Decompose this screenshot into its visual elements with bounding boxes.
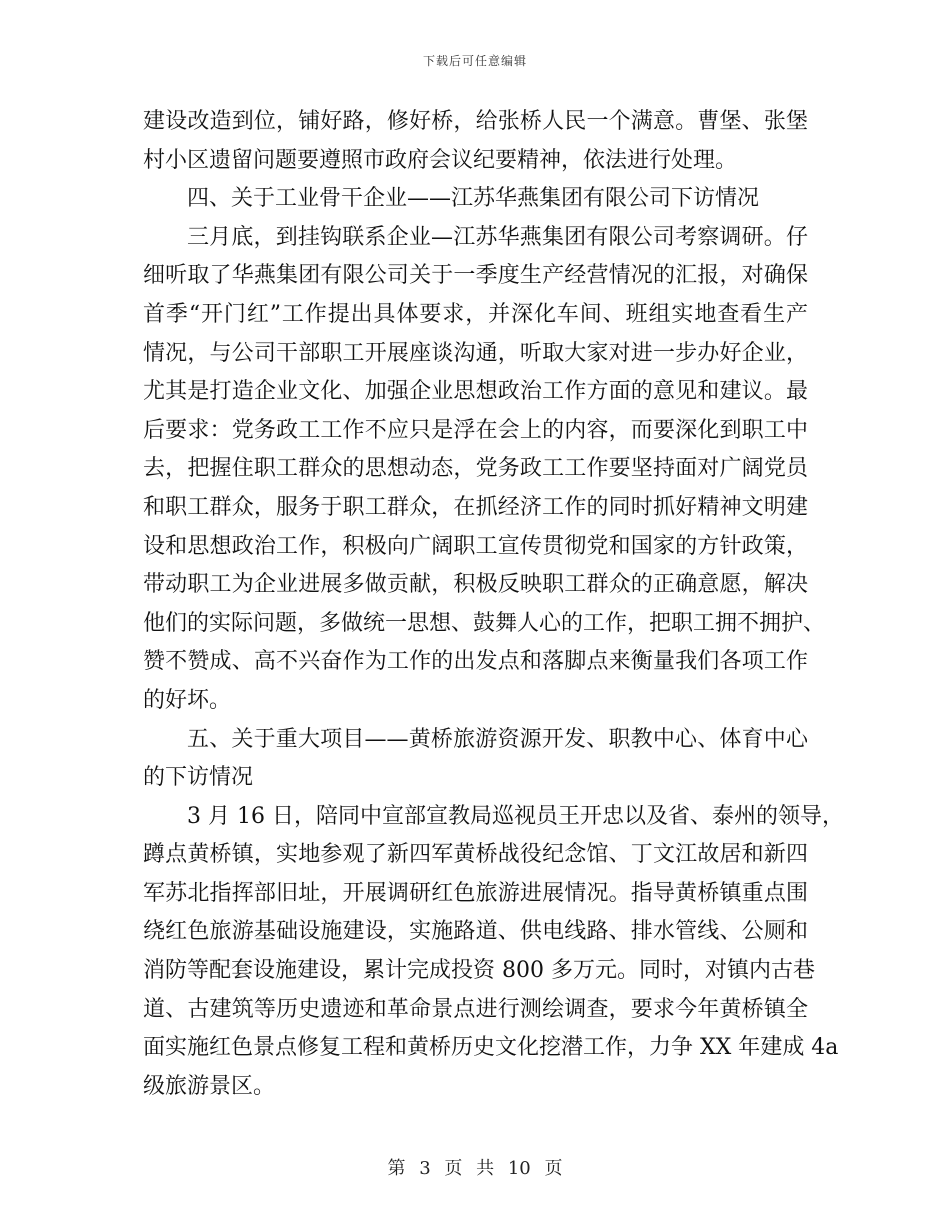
body-text-line: 道、古建筑等历史遗迹和革命景点进行测绘调查，要求今年黄桥镇全: [143, 996, 808, 1022]
body-text-line: 村小区遗留问题要遵照市政府会议纪要精神，依法进行处理。: [143, 147, 738, 173]
body-text-line: 情况，与公司干部职工开展座谈沟通，听取大家对进一步办好企业，: [143, 340, 808, 366]
body-text-line: 后要求：党务政工工作不应只是浮在会上的内容，而要深化到职工中: [143, 417, 808, 443]
body-text-line: 赞不赞成、高不兴奋作为工作的出发点和落脚点来衡量我们各项工作: [143, 649, 808, 675]
body-text-line: 消防等配套设施建设，累计完成投资 800 多万元。同时，对镇内古巷: [143, 958, 815, 984]
body-text-line: 四、关于工业骨干企业——江苏华燕集团有限公司下访情况: [187, 186, 760, 212]
body-text-line: 细听取了华燕集团有限公司关于一季度生产经营情况的汇报，对确保: [143, 263, 808, 289]
body-text-line: 的好坏。: [143, 687, 232, 713]
body-text-line: 级旅游景区。: [143, 1073, 276, 1099]
body-text-line: 军苏北指挥部旧址，开展调研红色旅游进展情况。指导黄桥镇重点围: [143, 880, 808, 906]
body-text-line: 的下访情况: [143, 765, 254, 791]
body-text-line: 带动职工为企业进展多做贡献，积极反映职工群众的正确意愿，解决: [143, 572, 808, 598]
document-body: [143, 103, 844, 1106]
body-text-line: 和职工群众，服务于职工群众，在抓经济工作的同时抓好精神文明建: [143, 494, 808, 520]
body-text-line: 绕红色旅游基础设施建设，实施路道、供电线路、排水管线、公厕和: [143, 919, 808, 945]
body-text-line: 去，把握住职工群众的思想动态，党务政工工作要坚持面对广阔党员: [143, 456, 808, 482]
body-text-line: 面实施红色景点修复工程和黄桥历史文化挖潜工作，力争 XX 年建成 4a: [143, 1035, 839, 1061]
body-text-line: 首季“开门红”工作提出具体要求，并深化车间、班组实地查看生产: [143, 301, 808, 327]
body-text-line: 设和思想政治工作，积极向广阔职工宣传贯彻党和国家的方针政策，: [143, 533, 808, 559]
body-text-line: 他们的实际问题，多做统一思想、鼓舞人心的工作，把职工拥不拥护、: [143, 610, 826, 636]
body-text-line: 3 月 16 日，陪同中宣部宣教局巡视员王开忠以及省、泰州的领导，: [187, 803, 844, 829]
body-text-line: 尤其是打造企业文化、加强企业思想政治工作方面的意见和建议。最: [143, 379, 808, 405]
page-footer: 第 3 页 共 10 页: [387, 1158, 563, 1179]
body-text-line: 建设改造到位，铺好路，修好桥，给张桥人民一个满意。曹堡、张堡: [143, 109, 808, 134]
page-header: 下载后可任意编辑: [422, 54, 527, 68]
body-text-line: 五、关于重大项目——黄桥旅游资源开发、职教中心、体育中心: [187, 726, 808, 752]
body-text-line: 蹲点黄桥镇，实地参观了新四军黄桥战役纪念馆、丁文江故居和新四: [143, 842, 808, 868]
body-text-line: 三月底，到挂钩联系企业—江苏华燕集团有限公司考察调研。仔: [187, 224, 808, 250]
